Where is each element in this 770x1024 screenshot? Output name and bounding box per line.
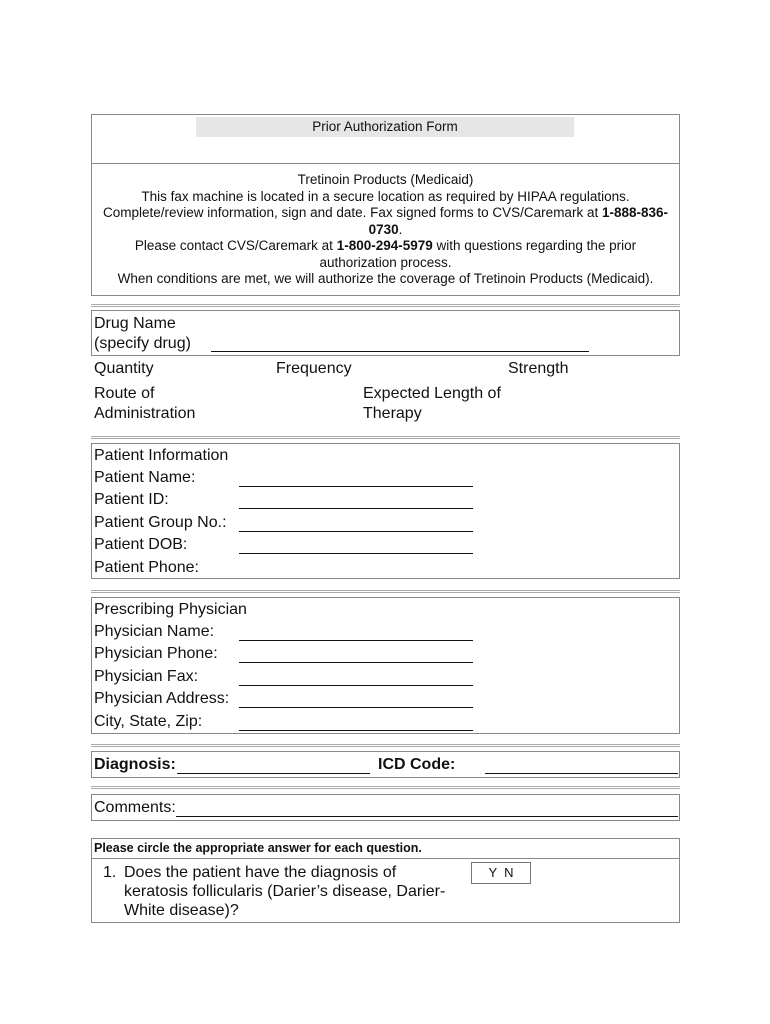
fax-number-cont-text: 0730 — [368, 221, 399, 237]
city-state-zip-label: City, State, Zip: — [94, 713, 203, 730]
divider — [91, 436, 680, 439]
drug-name-field[interactable] — [211, 351, 589, 352]
contact-text: Please contact CVS/Caremark at — [134, 238, 337, 253]
diagnosis-field[interactable] — [177, 773, 370, 774]
patient-group-field[interactable] — [239, 531, 473, 532]
form-title: Prior Authorization Form — [312, 119, 458, 134]
divider — [91, 304, 680, 307]
frequency-label: Frequency — [276, 360, 352, 377]
divider — [91, 744, 680, 747]
length-label-2: Therapy — [363, 405, 422, 422]
hipaa-notice: This fax machine is located in a secure location as required by HIPAA regulations. — [141, 188, 630, 204]
route-label-2: Administration — [94, 405, 196, 422]
patient-name-label: Patient Name: — [94, 469, 196, 486]
coverage-line: When conditions are met, we will authorize the coverage of Tretinoin Products (Medicaid). — [117, 271, 654, 286]
fax-number: 1-888-836- — [601, 205, 668, 220]
icd-code-label: ICD Code: — [378, 756, 456, 773]
physician-name-field[interactable] — [239, 640, 473, 641]
patient-dob-field[interactable] — [239, 553, 473, 554]
physician-address-label: Physician Address: — [94, 690, 230, 707]
physician-phone-label: Physician Phone: — [94, 645, 218, 662]
icd-code-field[interactable] — [485, 773, 678, 774]
patient-dob-label: Patient DOB: — [94, 536, 188, 553]
physician-phone-field[interactable] — [239, 662, 473, 663]
patient-id-field[interactable] — [239, 508, 473, 509]
patient-name-field[interactable] — [239, 486, 473, 487]
diagnosis-label: Diagnosis: — [94, 756, 176, 773]
fax-number-cont: 0730. — [368, 221, 403, 237]
fax-instruction — [91, 205, 680, 222]
question-1-answer[interactable]: Y N — [471, 862, 531, 884]
physician-name-label: Physician Name: — [94, 623, 215, 640]
contact-text-post: with questions regarding the prior — [432, 238, 637, 253]
physician-section-title: Prescribing Physician — [94, 601, 247, 618]
physician-fax-label: Physician Fax: — [94, 668, 199, 685]
question-1-line-2: keratosis follicularis (Darier’s disease, Darier- — [124, 883, 446, 900]
divider — [91, 786, 680, 789]
question-1-number: 1. — [103, 864, 117, 881]
question-1-line-1: Does the patient have the diagnosis of — [124, 864, 397, 881]
route-label-1: Route of — [94, 385, 155, 402]
question-1-line-3: White disease)? — [124, 902, 239, 919]
header-info — [91, 172, 680, 288]
specify-drug-label: (specify drug) — [94, 335, 191, 352]
patient-id-label: Patient ID: — [94, 491, 169, 508]
length-label-1: Expected Length of — [363, 385, 501, 402]
patient-phone-label: Patient Phone: — [94, 559, 199, 576]
drug-name-label: Drug Name — [94, 315, 176, 332]
patient-group-label: Patient Group No.: — [94, 514, 227, 531]
phone-number: 1-800-294-5979 — [336, 238, 433, 253]
physician-address-field[interactable] — [239, 707, 473, 708]
physician-fax-field[interactable] — [239, 685, 473, 686]
divider — [91, 590, 680, 593]
questions-instruction: Please circle the appropriate answer for each question. — [94, 841, 422, 855]
patient-section-title: Patient Information — [94, 447, 229, 464]
comments-label: Comments: — [94, 799, 176, 816]
contact-line — [91, 238, 680, 255]
comments-field[interactable] — [176, 816, 678, 817]
fax-instruction-text: Complete/review information, sign and date. Fax signed forms to CVS/Caremark at — [102, 205, 602, 220]
strength-label: Strength — [508, 360, 569, 377]
quantity-label: Quantity — [94, 360, 154, 377]
product-title: Tretinoin Products (Medicaid) — [297, 172, 474, 187]
auth-process-line: authorization process. — [319, 254, 452, 270]
questions-header-divider — [91, 858, 680, 859]
city-state-zip-field[interactable] — [239, 730, 473, 731]
